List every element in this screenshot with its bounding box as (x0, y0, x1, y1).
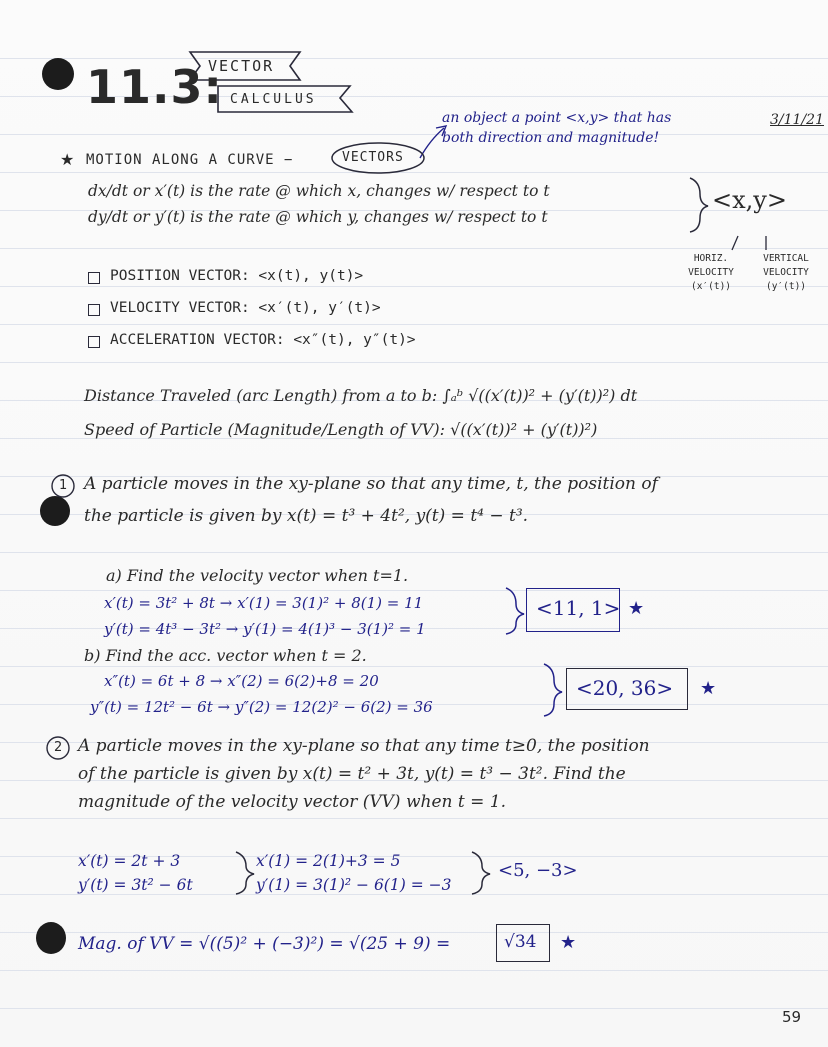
vectors-definition-note: an object a point <x,y> that has both direction and magnitude! (442, 110, 672, 146)
problem-1a-answer: <11, 1> (536, 596, 621, 620)
page-number: 59 (782, 1008, 802, 1026)
rate-line-y: dy/dt or y′(t) is the rate @ which y, changes w/ respect to t (88, 208, 548, 226)
problem-1-number: 1 (59, 478, 68, 493)
problem-1b-answer: <20, 36> (576, 676, 674, 700)
xy-vector-notation: <x,y> (712, 186, 787, 214)
problem-2-work-yprime: y′(t) = 3t² − 6t (78, 876, 193, 894)
distance-formula: Distance Traveled (arc Length) from a to b: ∫ₐᵇ √((x′(t))² + (y′(t))²) dt (84, 386, 638, 405)
problem-1a-prompt: a) Find the velocity vector when t=1. (106, 566, 409, 585)
problem-2-answer: √34 (504, 932, 537, 952)
velocity-vector-line: VELOCITY VECTOR: <x′(t), y′(t)> (110, 300, 381, 316)
problem-2-work-xprime: x′(t) = 2t + 3 (78, 852, 181, 870)
problem-2-work-yprime-at-1: y′(1) = 3(1)² − 6(1) = −3 (256, 876, 452, 894)
brace-1a (506, 588, 524, 634)
problem-2-star: ★ (560, 932, 577, 953)
vertical-velocity-label: VERTICAL VELOCITY (y′(t)) (763, 253, 809, 292)
problem-2-magnitude-line: Mag. of VV = √((5)² + (−3)²) = √(25 + 9) = (78, 934, 451, 954)
banner-word-vector: VECTOR (208, 57, 275, 75)
motion-title: MOTION ALONG A CURVE − (86, 152, 294, 168)
problem-2-line-3: magnitude of the velocity vector (VV) when t = 1. (78, 792, 506, 812)
problem-1b-work-x: x″(t) = 6t + 8 → x″(2) = 6(2)+8 = 20 (104, 672, 379, 690)
position-vector-line: POSITION VECTOR: <x(t), y(t)> (110, 268, 364, 284)
problem-1a-star: ★ (628, 598, 645, 619)
brace-2-left (236, 852, 254, 894)
rate-line-x: dx/dt or x′(t) is the rate @ which x, changes w/ respect to t (88, 182, 550, 200)
checkbox-acceleration (88, 336, 100, 348)
problem-1a-work-y: y′(t) = 4t³ − 3t² → y′(1) = 4(1)³ − 3(1)² = 1 (104, 620, 426, 638)
problem-2-line-2: of the particle is given by x(t) = t² + 3t, y(t) = t³ − 3t². Find the (78, 764, 626, 784)
problem-1b-star: ★ (700, 678, 717, 699)
brace-2-right (472, 852, 490, 894)
problem-1b-prompt: b) Find the acc. vector when t = 2. (84, 646, 367, 665)
motion-bullet-star: ★ (60, 150, 75, 169)
banner-word-calculus: CALCULUS (230, 92, 317, 107)
problem-2-velocity-vector: <5, −3> (498, 860, 578, 881)
vectors-label: VECTORS (342, 150, 404, 165)
horizontal-velocity-label: HORIZ. VELOCITY (x′(t)) (688, 253, 734, 292)
rate-brace (690, 178, 708, 232)
brace-1b (544, 664, 562, 716)
problem-2-number: 2 (54, 740, 63, 755)
note-arrow (420, 128, 444, 158)
speed-formula: Speed of Particle (Magnitude/Length of VV): √((x′(t))² + (y′(t))²) (84, 420, 598, 439)
section-number: 11.3: (86, 60, 223, 114)
checkbox-position (88, 272, 100, 284)
problem-1-line-1: A particle moves in the xy-plane so that any time, t, the position of (84, 474, 658, 494)
checkbox-velocity (88, 304, 100, 316)
problem-2-line-1: A particle moves in the xy-plane so that any time t≥0, the position (78, 736, 650, 756)
problem-2-work-xprime-at-1: x′(1) = 2(1)+3 = 5 (256, 852, 401, 870)
acceleration-vector-line: ACCELERATION VECTOR: <x″(t), y″(t)> (110, 332, 416, 348)
problem-1a-work-x: x′(t) = 3t² + 8t → x′(1) = 3(1)² + 8(1) = 11 (104, 594, 424, 612)
problem-1b-work-y: y″(t) = 12t² − 6t → y″(2) = 12(2)² − 6(2) = 36 (90, 698, 433, 716)
problem-1-line-2: the particle is given by x(t) = t³ + 4t², y(t) = t⁴ − t³. (84, 506, 529, 526)
date: 3/11/21 (770, 112, 824, 128)
